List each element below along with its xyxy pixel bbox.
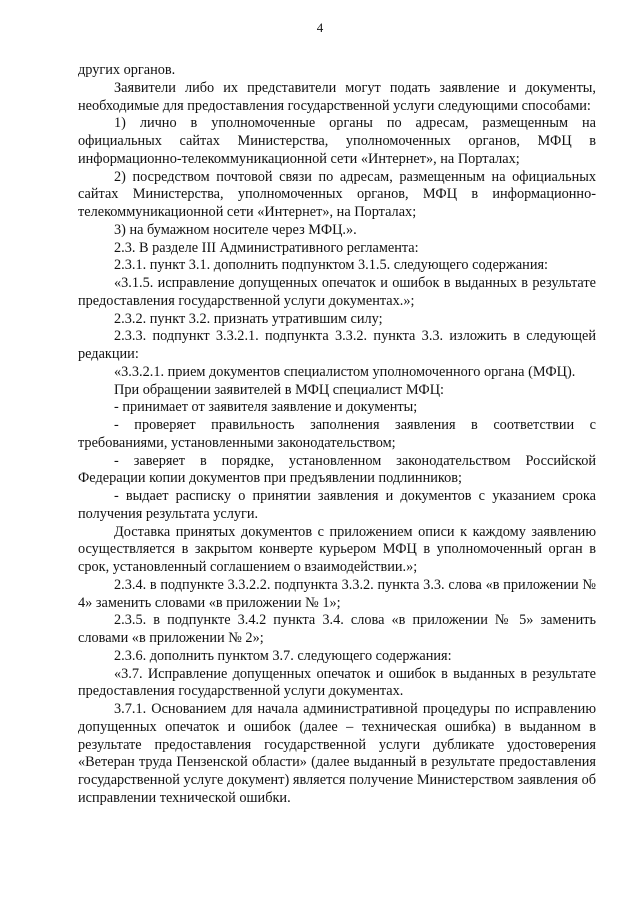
paragraph: 3) на бумажном носителе через МФЦ.». xyxy=(114,221,357,238)
paragraph: 3.7.1. Основанием для начала административной процедуры по исправлению допущенных опечаток и ошибок (далее – техническая ошибка) в выданном в результате предоставления государственной услуги дубликате удостоверения «Ветеран труда Пензенской области» (далее выданный в результате предоставления государственной услуге документ) является получение Министерством заявления об исправлении технической ошибки. xyxy=(78,701,596,806)
paragraph: - принимает от заявителя заявление и документы; xyxy=(114,399,418,416)
paragraph: Доставка принятых документов с приложением описи к каждому заявлению осуществляется в закрытом конверте курьером МФЦ в уполномоченный орган в срок, установленный соглашением о взаимодействии.»; xyxy=(78,523,596,575)
paragraph: 2.3.6. дополнить пунктом 3.7. следующего содержания: xyxy=(114,647,452,664)
paragraph: 2.3. В разделе III Административного регламента: xyxy=(114,239,419,256)
paragraph: 2.3.2. пункт 3.2. признать утратившим силу; xyxy=(114,310,383,327)
paragraph: 2.3.3. подпункт 3.3.2.1. подпункта 3.3.2. пункта 3.3. изложить в следующей редакции: xyxy=(78,328,596,362)
page-number: 4 xyxy=(316,20,324,35)
document-body xyxy=(78,62,596,808)
paragraph: 2.3.1. пункт 3.1. дополнить подпунктом 3.1.5. следующего содержания: xyxy=(114,257,549,274)
paragraph: При обращении заявителей в МФЦ специалист МФЦ: xyxy=(114,381,444,398)
paragraph: других органов. xyxy=(78,62,176,78)
paragraph: «3.7. Исправление допущенных опечаток и ошибок в выданных в результате предоставления государственной услуги документах. xyxy=(78,665,596,700)
paragraph: - проверяет правильность заполнения заявления в соответствии с требованиями, установленными законодательством; xyxy=(78,417,596,451)
paragraph: 2.3.4. в подпункте 3.3.2.2. подпункта 3.3.2. пункта 3.3. слова «в приложении № 4» заменить словами «в приложении № 1»; xyxy=(78,576,596,611)
paragraph: - заверяет в порядке, установленном законодательством Российской Федерации копии документов при предъявлении подлинников; xyxy=(78,452,596,487)
paragraph: Заявители либо их представители могут подать заявление и документы, необходимые для предоставления государственной услуги следующими способами: xyxy=(78,79,596,114)
paragraph: - выдает расписку о принятии заявления и документов с указанием срока получения результата услуги. xyxy=(78,488,596,522)
paragraph: «3.1.5. исправление допущенных опечаток и ошибок в выданных в результате предоставления государственной услуги документах.»; xyxy=(78,275,596,309)
paragraph: 2.3.5. в подпункте 3.4.2 пункта 3.4. слова «в приложении № 5» заменить словами «в приложении № 2»; xyxy=(78,612,596,646)
paragraph: «3.3.2.1. прием документов специалистом уполномоченного органа (МФЦ). xyxy=(114,363,576,380)
paragraph: 1) лично в уполномоченные органы по адресам, размещенным на официальных сайтах Министерства, уполномоченных органов, МФЦ в информационно-телекоммуникационной сети «Интернет», на Порталах; xyxy=(78,115,596,167)
paragraph: 2) посредством почтовой связи по адресам, размещенным на официальных сайтах Министерства, уполномоченных органов, МФЦ в информационно-телекоммуникационной сети «Интернет», на Порталах; xyxy=(78,168,596,220)
